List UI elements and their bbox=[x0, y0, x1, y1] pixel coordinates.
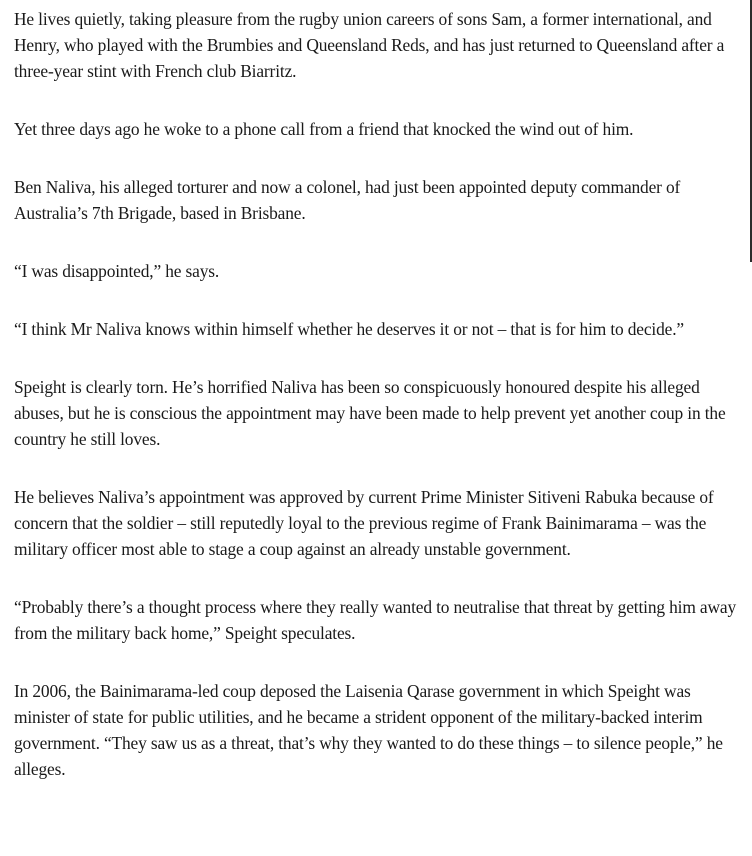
paragraph: Speight is clearly torn. He’s horrified Naliva has been so conspicuously honoured despite his alleged abuses, but he is conscious the appointment may have been made to help prevent yet another coup in the country he still loves. bbox=[14, 377, 726, 449]
paragraph: Ben Naliva, his alleged torturer and now a colonel, had just been appointed deputy commander of Australia’s 7th Brigade, based in Brisbane. bbox=[14, 177, 681, 223]
paragraph: “I was disappointed,” he says. bbox=[14, 261, 220, 281]
paragraph: Yet three days ago he woke to a phone call from a friend that knocked the wind out of him. bbox=[14, 119, 634, 139]
paragraph: In 2006, the Bainimarama-led coup deposed the Laisenia Qarase government in which Speight was minister of state for public utilities, and he became a strident opponent of the military-backed interim government. “They saw us as a threat, that’s why they wanted to do these things – to silence people,” he alleges. bbox=[14, 681, 723, 779]
paragraph: He believes Naliva’s appointment was approved by current Prime Minister Sitiveni Rabuka because of concern that the soldier – still reputedly loyal to the previous regime of Frank Bainimarama – was the military officer most able to stage a coup against an already unstable government. bbox=[14, 487, 714, 559]
paragraph: “I think Mr Naliva knows within himself whether he deserves it or not – that is for him to decide.” bbox=[14, 319, 684, 339]
article-body bbox=[14, 6, 738, 814]
paragraph: “Probably there’s a thought process where they really wanted to neutralise that threat by getting him away from the military back home,” Speight speculates. bbox=[14, 597, 737, 643]
paragraph: He lives quietly, taking pleasure from the rugby union careers of sons Sam, a former international, and Henry, who played with the Brumbies and Queensland Reds, and has just returned to Queensland after a three-year stint with French club Biarritz. bbox=[14, 9, 725, 81]
